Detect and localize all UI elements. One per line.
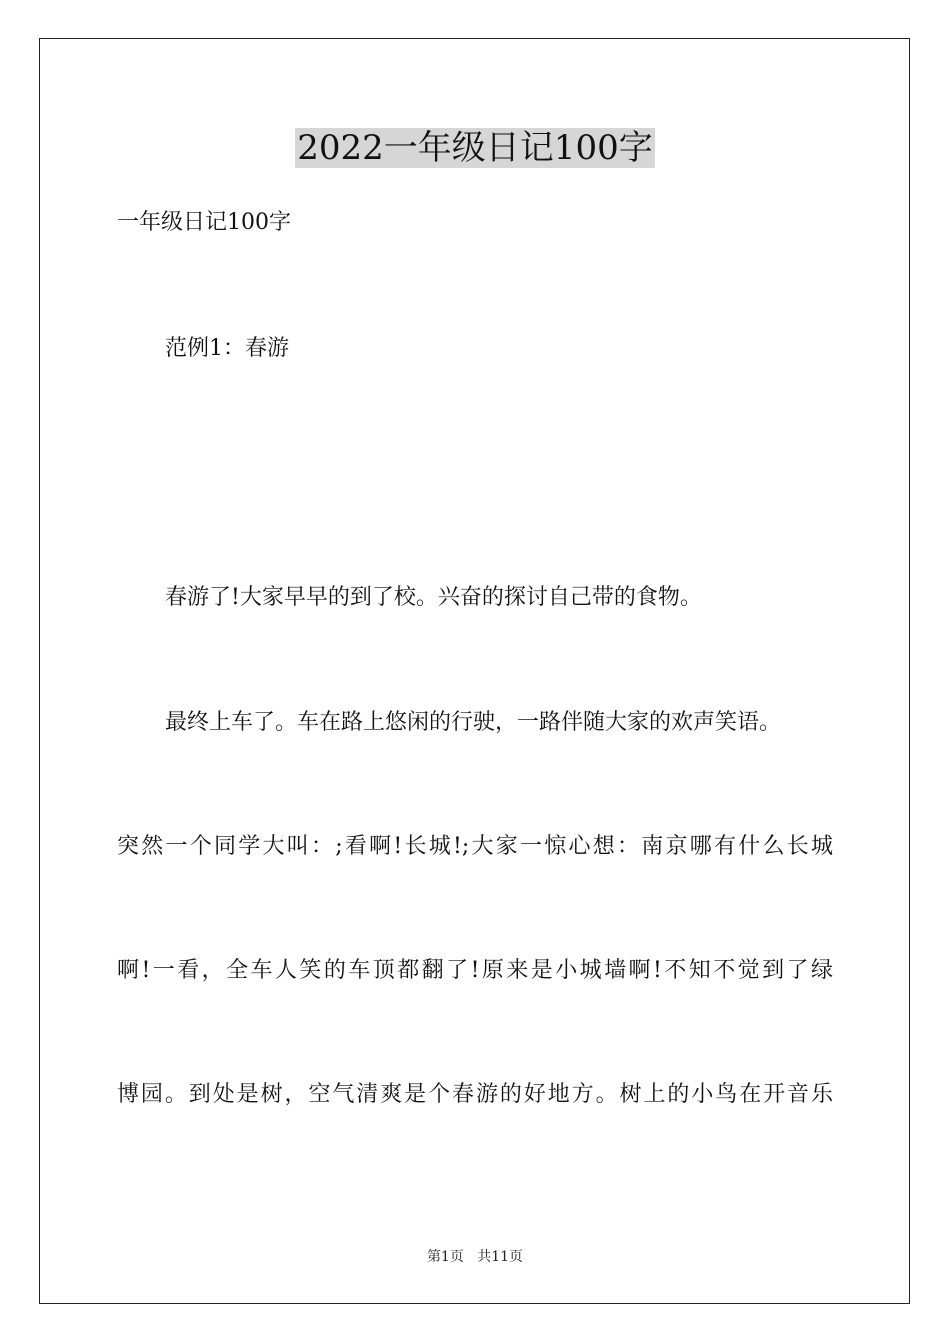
title-container <box>0 128 950 168</box>
paragraph-line-3: 突然一个同学大叫：;看啊!长城!;大家一惊心想：南京哪有什么长城 <box>117 834 833 859</box>
paragraph-line-1: 春游了!大家早早的到了校。兴奋的探讨自己带的食物。 <box>165 585 702 610</box>
example-heading: 范例1：春游 <box>165 336 289 361</box>
page-footer <box>0 1247 950 1267</box>
document-subtitle: 一年级日记100字 <box>117 210 291 235</box>
document-title: 2022一年级日记100字 <box>297 128 653 168</box>
paragraph-line-2: 最终上车了。车在路上悠闲的行驶，一路伴随大家的欢声笑语。 <box>165 710 782 735</box>
paragraph-line-5: 博园。到处是树，空气清爽是个春游的好地方。树上的小鸟在开音乐 <box>117 1082 833 1107</box>
footer-total-pages: 共11页 <box>477 1249 524 1265</box>
paragraph-line-4: 啊!一看，全车人笑的车顶都翻了!原来是小城墙啊!不知不觉到了绿 <box>117 958 833 983</box>
footer-page-number: 第1页 <box>426 1249 464 1265</box>
